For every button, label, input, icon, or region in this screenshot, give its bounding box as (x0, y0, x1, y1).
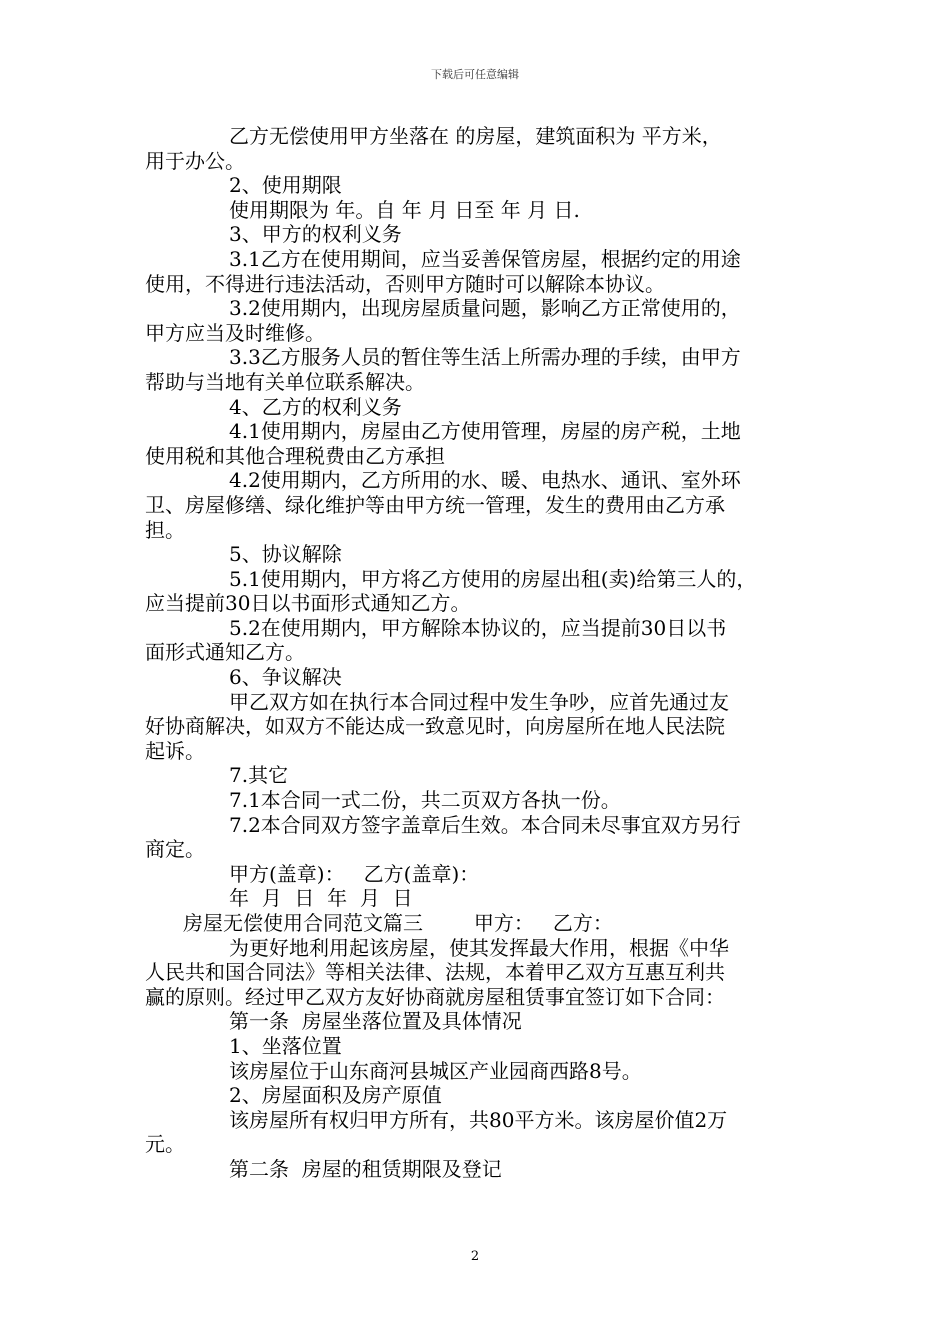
text-line: 使用期限为 年。自 年 月 日至 年 月 日. (229, 197, 580, 222)
text-line: 甲方应当及时维修。 (145, 320, 325, 345)
text-line: 乙方无偿使用甲方坐落在 的房屋，建筑面积为 平方米， (229, 124, 722, 148)
text-line: 甲乙双方如在执行本合同过程中发生争吵，应首先通过友 (229, 689, 729, 714)
text-line: 用于办公。 (145, 148, 245, 173)
text-line: 该房屋所有权归甲方所有，共80平方米。该房屋价值2万 (229, 1107, 728, 1132)
text-line: 使用，不得进行违法活动，否则甲方随时可以解除本协议。 (145, 271, 665, 296)
text-line: 5.1使用期内，甲方将乙方使用的房屋出租(卖)给第三人的， (229, 566, 757, 591)
text-line: 3、甲方的权利义务 (229, 222, 402, 247)
text-line: 起诉。 (145, 738, 205, 763)
text-line: 担。 (145, 517, 185, 542)
text-line: 第一条 房屋坐落位置及具体情况 (229, 1009, 522, 1034)
text-line: 使用税和其他合理税费由乙方承担 (145, 443, 445, 468)
text-line: 4、乙方的权利义务 (229, 394, 402, 419)
header-note: 下载后可任意编辑 (431, 68, 519, 81)
text-line: 4.1使用期内，房屋由乙方使用管理，房屋的房产税，土地 (229, 419, 741, 444)
text-line: 帮助与当地有关单位联系解决。 (145, 369, 425, 394)
text-line: 房屋无偿使用合同范文篇三 甲方： 乙方： (183, 911, 613, 935)
text-line: 6、争议解决 (229, 665, 342, 690)
text-line: 3.3乙方服务人员的暂住等生活上所需办理的手续，由甲方 (229, 345, 741, 370)
text-line: 7.2本合同双方签字盖章后生效。本合同未尽事宜双方另行 (229, 812, 741, 837)
text-line: 该房屋位于山东商河县城区产业园商西路8号。 (229, 1058, 642, 1083)
text-line: 3.1乙方在使用期间，应当妥善保管房屋，根据约定的用途 (229, 246, 741, 271)
text-line: 5.2在使用期内，甲方解除本协议的，应当提前30日以书 (229, 615, 727, 640)
text-line: 人民共和国合同法》等相关法律、法规，本着甲乙双方互惠互利共 (145, 960, 725, 985)
text-line: 7.其它 (229, 763, 289, 788)
page-number: 2 (470, 1249, 480, 1264)
text-line: 元。 (145, 1132, 185, 1157)
text-line: 2、房屋面积及房产原值 (229, 1083, 442, 1108)
text-line: 卫、房屋修缮、绿化维护等由甲方统一管理，发生的费用由乙方承 (145, 492, 725, 517)
text-line: 2、使用期限 (229, 173, 342, 198)
document-body (145, 124, 810, 1182)
text-line: 3.2使用期内，出现房屋质量问题，影响乙方正常使用的， (229, 296, 741, 321)
text-line: 第二条 房屋的租赁期限及登记 (229, 1156, 502, 1181)
text-line: 好协商解决，如双方不能达成一致意见时，向房屋所在地人民法院 (145, 714, 725, 739)
text-line: 7.1本合同一式二份，共二页双方各执一份。 (229, 788, 621, 813)
text-line: 年 月 日 年 月 日 (229, 886, 413, 911)
text-line: 1、坐落位置 (229, 1033, 342, 1058)
text-line: 甲方(盖章)： 乙方(盖章)： (229, 861, 480, 886)
text-line: 商定。 (145, 837, 205, 862)
text-line: 4.2使用期内，乙方所用的水、暖、电热水、通讯、室外环 (229, 468, 741, 493)
text-line: 5、协议解除 (229, 542, 342, 567)
text-line: 为更好地利用起该房屋，使其发挥最大作用，根据《中华 (229, 935, 729, 960)
text-line: 应当提前30日以书面形式通知乙方。 (145, 591, 471, 616)
text-line: 赢的原则。经过甲乙双方友好协商就房屋租赁事宜签订如下合同： (145, 984, 725, 1009)
text-line: 面形式通知乙方。 (145, 640, 305, 665)
